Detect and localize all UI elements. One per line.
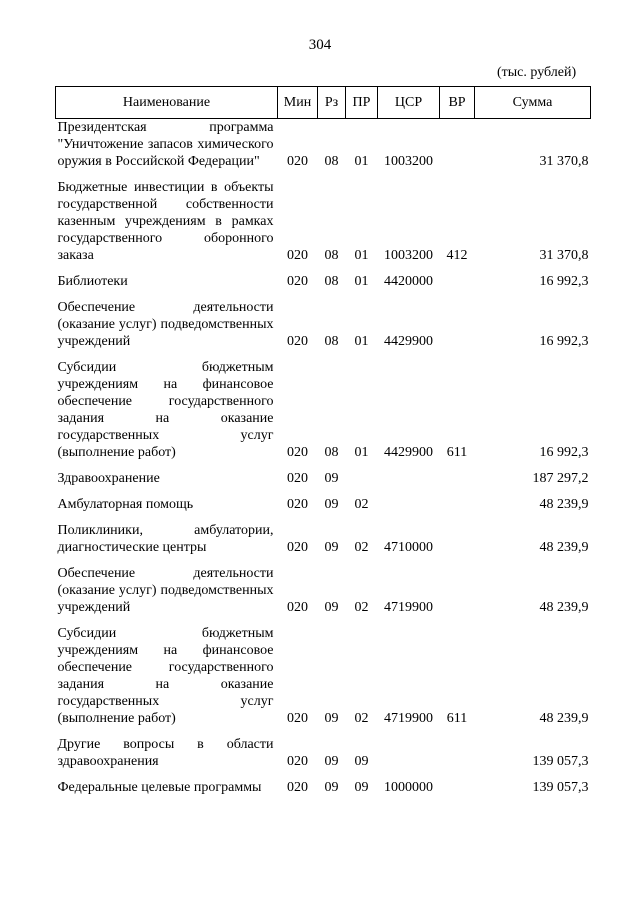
row-csr [378,731,440,774]
row-csr [378,465,440,491]
row-vr [440,560,475,620]
row-name: Федеральные целевые программы [57,780,262,795]
table-row [56,774,591,800]
row-vr [440,774,475,800]
row-rz: 08 [324,334,339,349]
table-row [56,560,591,620]
row-rz: 09 [324,711,339,726]
row-pr: 01 [354,445,369,460]
row-name: Другие вопросы в области здравоохранения [57,737,274,769]
budget-table [55,86,591,800]
table-row [56,268,591,294]
table-row [56,465,591,491]
table-row [56,174,591,268]
row-sum: 31 370,8 [539,154,589,169]
table-row [56,294,591,354]
row-csr: 1003200 [384,248,433,263]
row-min: 020 [287,754,308,769]
row-sum: 187 297,2 [532,471,589,486]
row-csr: 4429900 [384,334,433,349]
row-vr [440,517,475,560]
row-pr: 09 [354,754,369,769]
row-pr: 02 [354,711,369,726]
row-rz: 09 [324,471,339,486]
header-rz: Рз [318,87,346,119]
row-sum: 48 239,9 [539,497,589,512]
row-pr: 01 [354,248,369,263]
table-row [56,119,591,175]
row-vr [440,294,475,354]
row-name: Обеспечение деятельности (оказание услуг) подведомственных учреждений [57,566,274,615]
row-csr: 4710000 [384,540,433,555]
row-csr: 4429900 [384,445,433,460]
table-row [56,517,591,560]
row-pr: 01 [354,334,369,349]
row-vr [440,268,475,294]
row-name: Субсидии бюджетным учреждениям на финансовое обеспечение государственного задания на оказание государственных услуг (выполнение работ) [57,626,274,726]
row-vr [440,119,475,175]
table-row [56,731,591,774]
header-name: Наименование [56,87,278,119]
row-vr: 412 [446,248,468,263]
row-vr [440,491,475,517]
row-min: 020 [287,248,308,263]
table-row [56,354,591,465]
header-sum: Сумма [475,87,591,119]
row-vr [440,465,475,491]
row-name: Субсидии бюджетным учреждениям на финансовое обеспечение государственного задания на оказание государственных услуг (выполнение работ) [57,360,274,460]
row-sum: 48 239,9 [539,711,589,726]
row-min: 020 [287,445,308,460]
row-sum: 139 057,3 [532,754,589,769]
row-sum: 48 239,9 [539,600,589,615]
header-min: Мин [278,87,318,119]
row-sum: 31 370,8 [539,248,589,263]
row-rz: 08 [324,248,339,263]
row-name: Здравоохранение [57,471,160,486]
row-rz: 09 [324,780,339,795]
table-row [56,491,591,517]
row-pr [346,465,378,491]
header-csr: ЦСР [378,87,440,119]
row-vr: 611 [446,445,468,460]
row-name: Амбулаторная помощь [57,497,194,512]
row-rz: 09 [324,600,339,615]
row-min: 020 [287,540,308,555]
row-min: 020 [287,497,308,512]
row-min: 020 [287,274,308,289]
page-number: 304 [308,37,332,53]
row-pr: 02 [354,540,369,555]
row-min: 020 [287,711,308,726]
row-min: 020 [287,334,308,349]
row-csr: 4719900 [384,600,433,615]
row-rz: 09 [324,754,339,769]
row-min: 020 [287,600,308,615]
row-name: Обеспечение деятельности (оказание услуг) подведомственных учреждений [57,300,274,349]
row-pr: 01 [354,274,369,289]
row-rz: 08 [324,445,339,460]
row-sum: 48 239,9 [539,540,589,555]
row-rz: 09 [324,540,339,555]
table-row [56,620,591,731]
row-vr: 611 [446,711,468,726]
row-min: 020 [287,780,308,795]
row-sum: 139 057,3 [532,780,589,795]
row-csr: 1003200 [384,154,433,169]
row-name: Поликлиники, амбулатории, диагностические центры [57,523,274,555]
header-pr: ПР [346,87,378,119]
row-rz: 09 [324,497,339,512]
row-csr [378,491,440,517]
row-csr: 4420000 [384,274,433,289]
row-sum: 16 992,3 [539,445,589,460]
row-name: Библиотеки [57,274,128,289]
header-row [56,87,591,119]
row-sum: 16 992,3 [539,274,589,289]
header-vr: ВР [440,87,475,119]
row-name: Бюджетные инвестиции в объекты государственной собственности казенным учреждениям в рамках государственного оборонного заказа [57,180,274,263]
row-sum: 16 992,3 [539,334,589,349]
row-vr [440,731,475,774]
row-min: 020 [287,154,308,169]
row-rz: 08 [324,274,339,289]
row-pr: 01 [354,154,369,169]
row-pr: 09 [354,780,369,795]
row-csr: 1000000 [384,780,433,795]
units-label: (тыс. рублей) [497,65,577,80]
row-name: Президентская программа "Уничтожение запасов химического оружия в Российской Федерации" [57,120,274,169]
row-min: 020 [287,471,308,486]
row-pr: 02 [354,600,369,615]
row-pr: 02 [354,497,369,512]
row-csr: 4719900 [384,711,433,726]
row-rz: 08 [324,154,339,169]
